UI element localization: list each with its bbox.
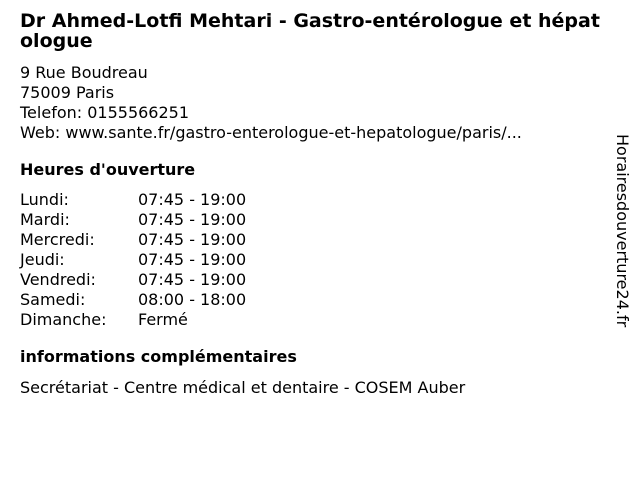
page-title: Dr Ahmed-Lotfi Mehtari - Gastro-entérologue et hépatologue bbox=[20, 10, 600, 52]
hours-row-mercredi bbox=[20, 230, 246, 250]
hours-table bbox=[20, 190, 246, 330]
web-line: Web: www.sante.fr/gastro-enterologue-et-hepatologue/paris/... bbox=[20, 123, 522, 142]
day-label: Mardi: bbox=[20, 210, 70, 229]
time-value: 07:45 - 19:00 bbox=[138, 190, 247, 209]
day-label: Vendredi: bbox=[20, 270, 96, 289]
hours-row-samedi bbox=[20, 290, 246, 310]
hours-row-jeudi bbox=[20, 250, 246, 270]
phone-line: Telefon: 0155566251 bbox=[20, 103, 190, 122]
time-value: Fermé bbox=[138, 310, 188, 329]
time-value: 07:45 - 19:00 bbox=[138, 210, 247, 229]
time-value: 08:00 - 18:00 bbox=[138, 290, 247, 309]
city-line: 75009 Paris bbox=[20, 83, 115, 102]
business-card bbox=[20, 11, 600, 398]
day-label: Mercredi: bbox=[20, 230, 95, 249]
address-block bbox=[20, 63, 600, 143]
info-heading: informations complémentaires bbox=[20, 347, 297, 366]
hours-row-lundi bbox=[20, 190, 246, 210]
day-label: Lundi: bbox=[20, 190, 69, 209]
time-value: 07:45 - 19:00 bbox=[138, 270, 247, 289]
time-value: 07:45 - 19:00 bbox=[138, 230, 247, 249]
hours-row-dimanche bbox=[20, 310, 246, 330]
day-label: Jeudi: bbox=[20, 250, 65, 269]
street-address: 9 Rue Boudreau bbox=[20, 63, 148, 82]
day-label: Dimanche: bbox=[20, 310, 107, 329]
watermark: Horairesdouverture24.fr bbox=[613, 134, 632, 328]
hours-row-mardi bbox=[20, 210, 246, 230]
hours-heading: Heures d'ouverture bbox=[20, 160, 196, 179]
info-text: Secrétariat - Centre médical et dentaire - COSEM Auber bbox=[20, 378, 466, 397]
time-value: 07:45 - 19:00 bbox=[138, 250, 247, 269]
day-label: Samedi: bbox=[20, 290, 86, 309]
hours-row-vendredi bbox=[20, 270, 246, 290]
